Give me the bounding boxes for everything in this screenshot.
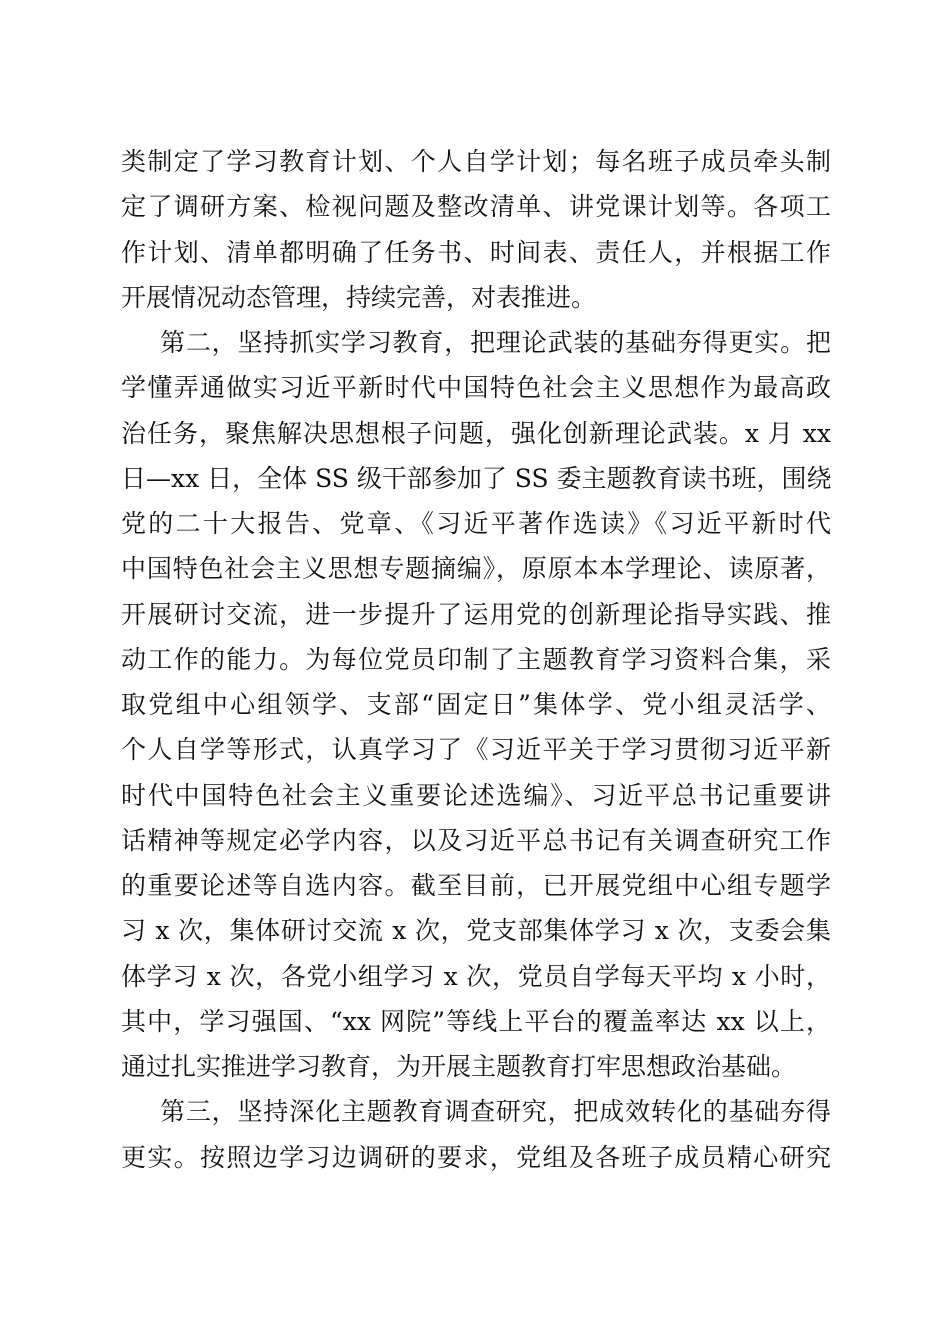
- text-line: 取党组中心组领学、支部“固定日”集体学、党小组灵活学、: [121, 690, 831, 719]
- text-line: 开展研讨交流，进一步提升了运用党的创新理论指导实践、推: [121, 600, 831, 629]
- text-line: 习 x 次，集体研讨交流 x 次，党支部集体学习 x 次，支委会集: [121, 916, 831, 945]
- text-line: 的重要论述等自选内容。截至目前，已开展党组中心组专题学: [121, 871, 831, 900]
- text-line: 个人自学等形式，认真学习了《习近平关于学习贯彻习近平新: [121, 735, 831, 764]
- text-line: 通过扎实推进学习教育，为开展主题教育打牢思想政治基础。: [121, 1052, 797, 1081]
- text-line: 话精神等规定必学内容，以及习近平总书记有关调查研究工作: [121, 826, 831, 855]
- text-line: 治任务，聚焦解决思想根子问题，强化创新理论武装。x 月 xx: [121, 419, 831, 448]
- text-line: 其中，学习强国、“xx 网院”等线上平台的覆盖率达 xx 以上，: [121, 1007, 831, 1036]
- text-line: 作计划、清单都明确了任务书、时间表、责任人，并根据工作: [121, 238, 831, 267]
- text-line: 类制定了学习教育计划、个人自学计划；每名班子成员牵头制: [121, 147, 831, 176]
- text-line: 动工作的能力。为每位党员印制了主题教育学习资料合集，采: [121, 645, 831, 674]
- text-line: 党的二十大报告、党章、《习近平著作选读》《习近平新时代: [121, 509, 831, 538]
- text-line: 中国特色社会主义思想专题摘编》，原原本本学理论、读原著，: [121, 554, 831, 583]
- paragraph-heading-line: 第三，坚持深化主题教育调查研究，把成效转化的基础夯得: [160, 1097, 831, 1126]
- text-line: 开展情况动态管理，持续完善，对表推进。: [121, 283, 597, 312]
- text-line: 日—xx 日，全体 SS 级干部参加了 SS 委主题教育读书班，围绕: [121, 464, 832, 493]
- paragraph-heading-line: 第二，坚持抓实学习教育，把理论武装的基础夯得更实。把: [160, 328, 831, 357]
- text-line: 体学习 x 次，各党小组学习 x 次，党员自学每天平均 x 小时，: [121, 962, 831, 991]
- text-line: 定了调研方案、检视问题及整改清单、讲党课计划等。各项工: [121, 192, 831, 221]
- text-line: 学懂弄通做实习近平新时代中国特色社会主义思想作为最高政: [121, 373, 831, 402]
- text-line: 更实。按照边学习边调研的要求，党组及各班子成员精心研究: [121, 1143, 831, 1172]
- text-line: 时代中国特色社会主义重要论述选编》、习近平总书记重要讲: [121, 781, 831, 810]
